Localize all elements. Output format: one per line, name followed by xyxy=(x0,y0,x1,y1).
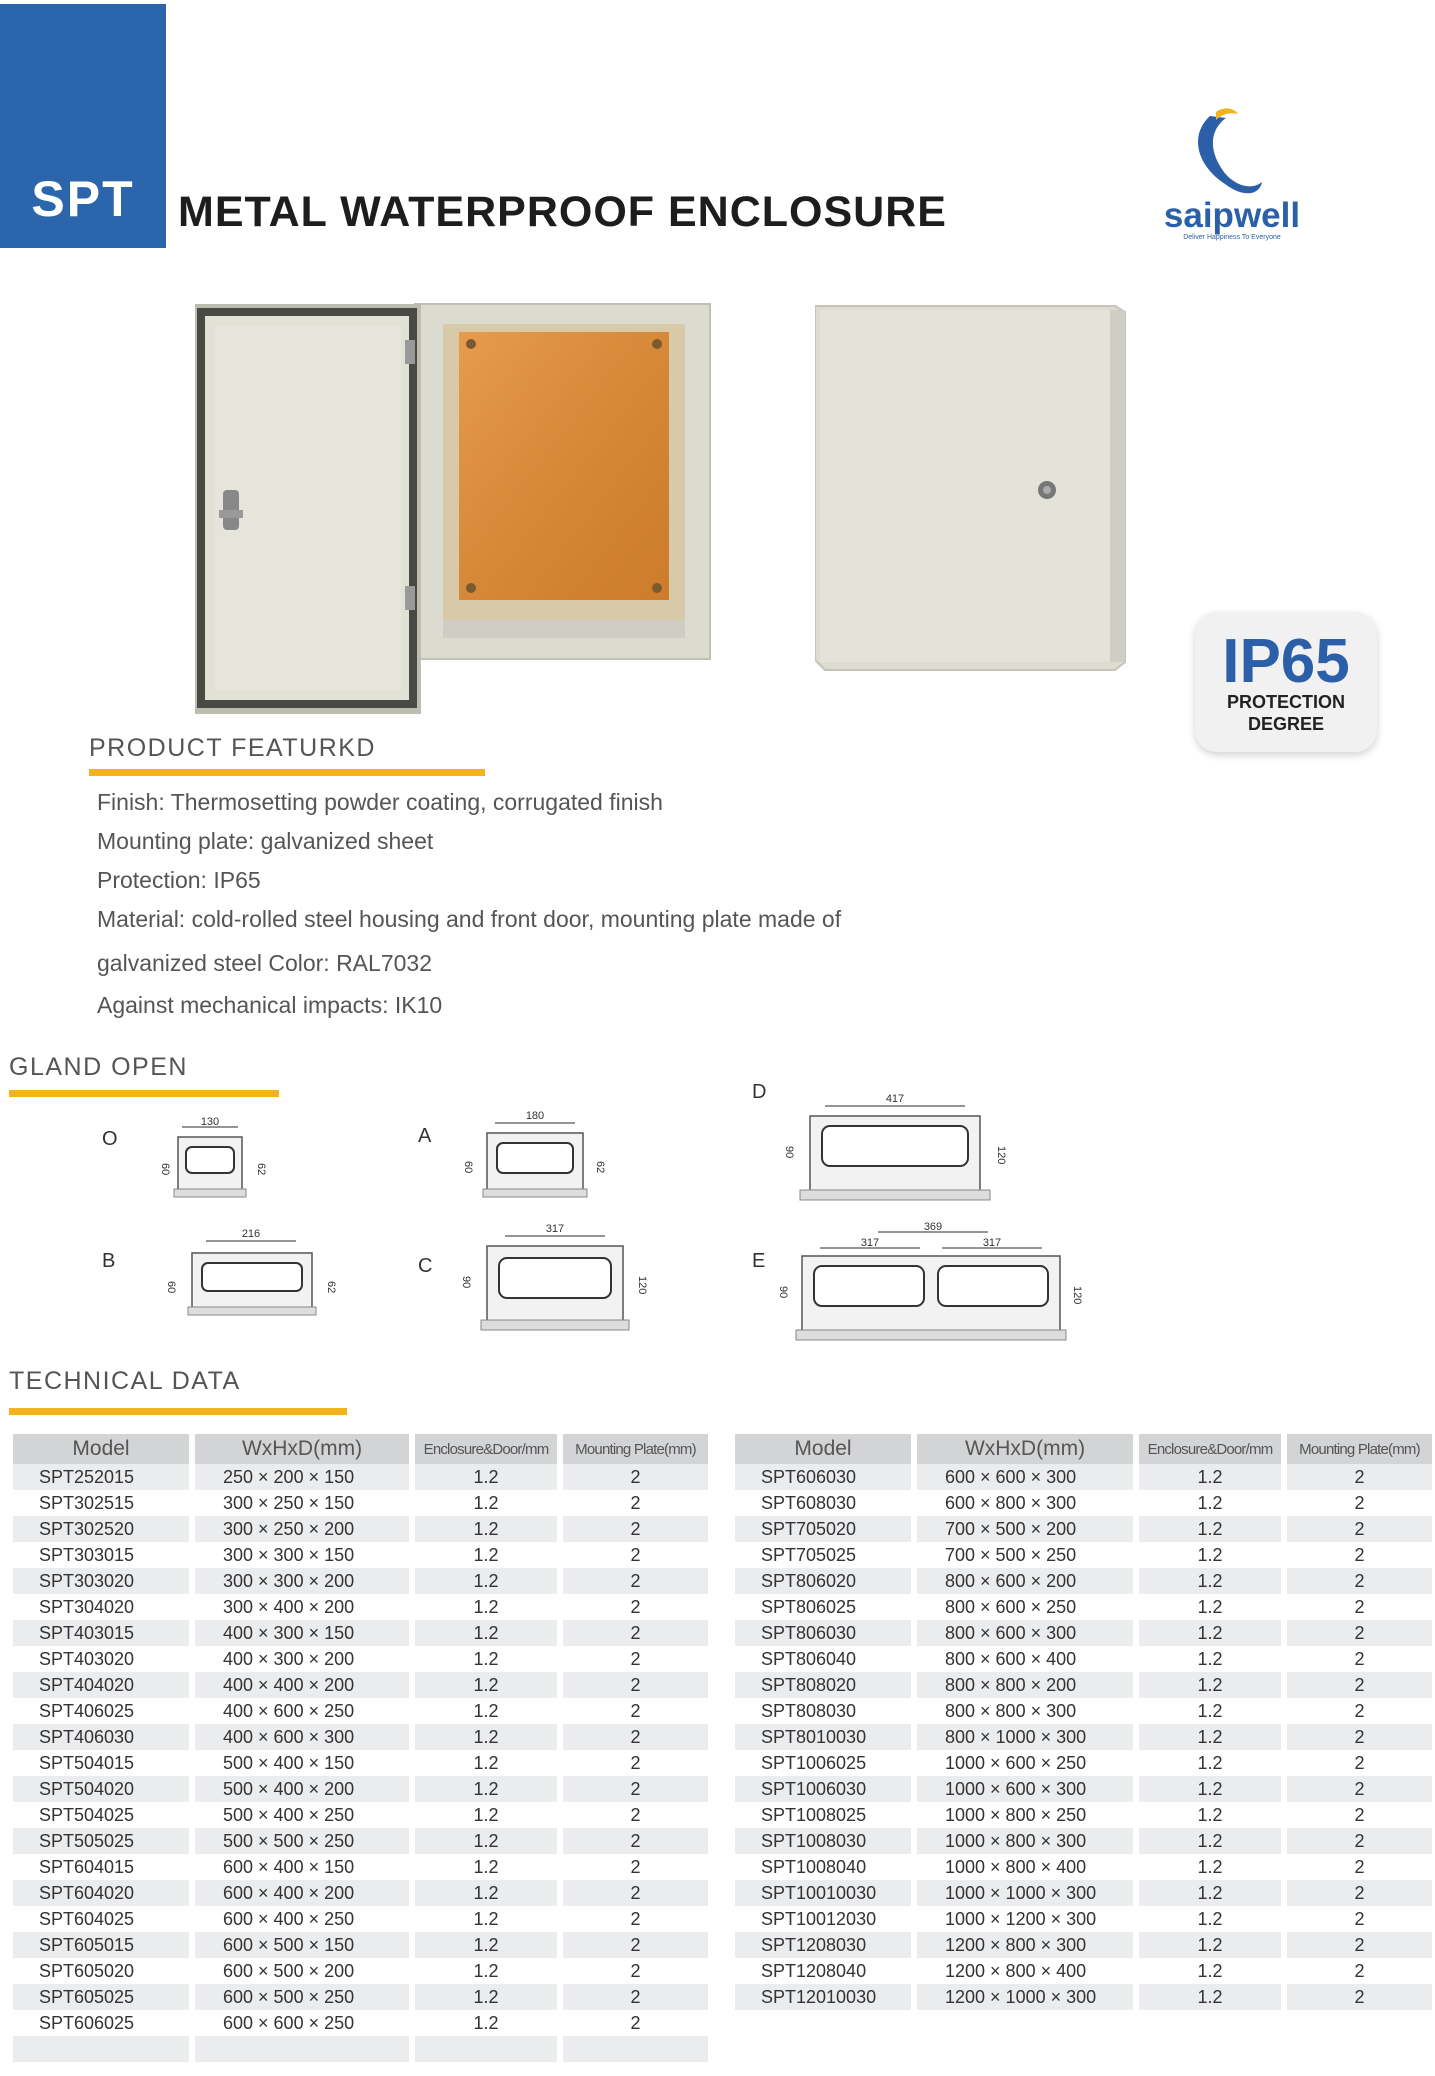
cell-plate-thickness: 2 xyxy=(563,1724,708,1750)
gland-open-heading: GLAND OPEN xyxy=(9,1053,188,1081)
ip-badge-line1: PROTECTION xyxy=(1226,692,1345,712)
enclosure-open-photo xyxy=(195,300,715,720)
cell-model: SPT605025 xyxy=(13,1984,195,2010)
cell-dimensions: 600 × 400 × 250 xyxy=(195,1906,415,1932)
cell-plate-thickness: 2 xyxy=(1287,1750,1432,1776)
cell-plate-thickness: 2 xyxy=(563,1906,708,1932)
spec-table-right xyxy=(735,1434,1432,2010)
cell-dimensions: 1000 × 600 × 300 xyxy=(917,1776,1139,1802)
cell-model: SPT303020 xyxy=(13,1568,195,1594)
table-row xyxy=(13,1854,708,1880)
gland-dim-e-span: 369 xyxy=(923,1221,943,1233)
cell-plate-thickness: 2 xyxy=(1287,1958,1432,1984)
cell-model: SPT806025 xyxy=(735,1594,917,1620)
table-row xyxy=(13,2036,708,2062)
gland-dim-d-right: 120 xyxy=(995,1146,1007,1165)
cell-dimensions: 1000 × 1000 × 300 xyxy=(917,1880,1139,1906)
gland-diagram-a xyxy=(445,1105,625,1205)
cell-plate-thickness: 2 xyxy=(563,2010,708,2036)
cell-dimensions: 300 × 250 × 200 xyxy=(195,1516,415,1542)
cell-model: SPT806020 xyxy=(735,1568,917,1594)
col-header-enclosure: Enclosure&Door/mm xyxy=(1139,1434,1287,1464)
cell-dimensions: 600 × 400 × 150 xyxy=(195,1854,415,1880)
cell-plate-thickness: 2 xyxy=(1287,1672,1432,1698)
gland-dim-o-right: 62 xyxy=(255,1163,267,1176)
cell-enclosure-thickness: 1.2 xyxy=(1139,1698,1287,1724)
cell-model xyxy=(13,2036,195,2062)
cell-model: SPT1208040 xyxy=(735,1958,917,1984)
cell-plate-thickness: 2 xyxy=(1287,1516,1432,1542)
gland-letter-o: O xyxy=(102,1128,118,1150)
gland-dim-o-width: 130 xyxy=(200,1116,220,1128)
cell-enclosure-thickness: 1.2 xyxy=(415,1932,563,1958)
table-row xyxy=(735,1906,1432,1932)
table-row xyxy=(735,1542,1432,1568)
cell-plate-thickness: 2 xyxy=(1287,1828,1432,1854)
cell-dimensions: 400 × 300 × 200 xyxy=(195,1646,415,1672)
cell-enclosure-thickness: 1.2 xyxy=(1139,1776,1287,1802)
cell-model: SPT504020 xyxy=(13,1776,195,1802)
cell-dimensions: 300 × 250 × 150 xyxy=(195,1490,415,1516)
cell-plate-thickness: 2 xyxy=(1287,1776,1432,1802)
gland-dim-o-left: 60 xyxy=(159,1163,171,1176)
brand-tagline: Deliver Happiness To Everyone xyxy=(1183,234,1281,241)
table-row xyxy=(13,1802,708,1828)
cell-enclosure-thickness: 1.2 xyxy=(1139,1542,1287,1568)
cell-dimensions: 1200 × 800 × 300 xyxy=(917,1932,1139,1958)
cell-dimensions: 250 × 200 × 150 xyxy=(195,1464,415,1490)
cell-dimensions: 1000 × 800 × 250 xyxy=(917,1802,1139,1828)
cell-plate-thickness: 2 xyxy=(563,1958,708,1984)
cell-model: SPT403020 xyxy=(13,1646,195,1672)
cell-dimensions: 800 × 800 × 300 xyxy=(917,1698,1139,1724)
cell-model: SPT12010030 xyxy=(735,1984,917,2010)
cell-enclosure-thickness: 1.2 xyxy=(1139,1724,1287,1750)
cell-model: SPT604025 xyxy=(13,1906,195,1932)
gland-dim-e-left-width: 317 xyxy=(860,1237,880,1249)
cell-plate-thickness: 2 xyxy=(1287,1490,1432,1516)
gland-diagram-d xyxy=(760,1090,1025,1215)
table-row xyxy=(735,1620,1432,1646)
cell-model: SPT604020 xyxy=(13,1880,195,1906)
table-row xyxy=(13,1490,708,1516)
table-row xyxy=(13,1958,708,1984)
cell-enclosure-thickness: 1.2 xyxy=(415,1542,563,1568)
table-row xyxy=(13,1906,708,1932)
cell-model: SPT606025 xyxy=(13,2010,195,2036)
cell-enclosure-thickness: 1.2 xyxy=(415,1516,563,1542)
gland-letter-d: D xyxy=(752,1081,767,1103)
table-row xyxy=(13,1984,708,2010)
table-row xyxy=(13,1620,708,1646)
cell-dimensions: 1000 × 600 × 250 xyxy=(917,1750,1139,1776)
cell-model: SPT406025 xyxy=(13,1698,195,1724)
gland-open-underline xyxy=(9,1090,279,1097)
table-row xyxy=(13,1776,708,1802)
gland-dim-b-width: 216 xyxy=(241,1228,261,1240)
gland-diagram-e xyxy=(760,1220,1090,1355)
cell-model: SPT302515 xyxy=(13,1490,195,1516)
table-row xyxy=(13,1542,708,1568)
cell-model: SPT808020 xyxy=(735,1672,917,1698)
cell-enclosure-thickness: 1.2 xyxy=(1139,1490,1287,1516)
cell-model: SPT705025 xyxy=(735,1542,917,1568)
cell-enclosure-thickness: 1.2 xyxy=(1139,1568,1287,1594)
cell-plate-thickness: 2 xyxy=(563,1672,708,1698)
cell-plate-thickness: 2 xyxy=(1287,1854,1432,1880)
feature-line: Mounting plate: galvanized sheet xyxy=(97,828,434,854)
spec-table-left xyxy=(13,1434,708,2062)
cell-dimensions: 800 × 600 × 200 xyxy=(917,1568,1139,1594)
table-row xyxy=(13,1516,708,1542)
table-row xyxy=(735,1802,1432,1828)
gland-letter-b: B xyxy=(102,1250,116,1272)
cell-model: SPT406030 xyxy=(13,1724,195,1750)
cell-plate-thickness: 2 xyxy=(563,1542,708,1568)
gland-dim-b-right: 62 xyxy=(325,1281,337,1294)
cell-plate-thickness: 2 xyxy=(563,1698,708,1724)
cell-plate-thickness: 2 xyxy=(563,1568,708,1594)
table-row xyxy=(735,1750,1432,1776)
cell-plate-thickness: 2 xyxy=(1287,1932,1432,1958)
feature-line: Against mechanical impacts: IK10 xyxy=(97,992,443,1018)
cell-model: SPT10010030 xyxy=(735,1880,917,1906)
gland-dim-e-right-width: 317 xyxy=(982,1237,1002,1249)
cell-enclosure-thickness: 1.2 xyxy=(415,1854,563,1880)
table-row xyxy=(735,1958,1432,1984)
cell-plate-thickness: 2 xyxy=(563,1984,708,2010)
table-header-row xyxy=(13,1434,708,1464)
cell-plate-thickness: 2 xyxy=(563,1594,708,1620)
table-row xyxy=(13,1568,708,1594)
cell-plate-thickness: 2 xyxy=(1287,1646,1432,1672)
cell-dimensions: 600 × 600 × 250 xyxy=(195,2010,415,2036)
cell-dimensions: 500 × 400 × 250 xyxy=(195,1802,415,1828)
cell-model: SPT302520 xyxy=(13,1516,195,1542)
table-row xyxy=(735,1776,1432,1802)
cell-model: SPT504015 xyxy=(13,1750,195,1776)
cell-plate-thickness: 2 xyxy=(563,1490,708,1516)
cell-enclosure-thickness: 1.2 xyxy=(1139,1854,1287,1880)
col-header-plate: Mounting Plate(mm) xyxy=(563,1434,708,1464)
cell-model: SPT808030 xyxy=(735,1698,917,1724)
cell-enclosure-thickness: 1.2 xyxy=(415,1594,563,1620)
cell-model: SPT604015 xyxy=(13,1854,195,1880)
cell-dimensions: 300 × 300 × 200 xyxy=(195,1568,415,1594)
gland-dim-a-right: 62 xyxy=(594,1161,606,1174)
cell-enclosure-thickness: 1.2 xyxy=(1139,1932,1287,1958)
enclosure-closed-photo xyxy=(815,300,1140,685)
cell-dimensions: 600 × 500 × 200 xyxy=(195,1958,415,1984)
table-row xyxy=(13,1724,708,1750)
col-header-dimensions: WxHxD(mm) xyxy=(917,1434,1139,1464)
cell-dimensions: 400 × 600 × 250 xyxy=(195,1698,415,1724)
gland-diagram-b xyxy=(150,1225,360,1325)
table-row xyxy=(13,1672,708,1698)
cell-plate-thickness: 2 xyxy=(1287,1880,1432,1906)
gland-dim-c-right: 120 xyxy=(636,1276,648,1295)
cell-enclosure-thickness: 1.2 xyxy=(415,1776,563,1802)
table-row xyxy=(13,1880,708,1906)
cell-dimensions: 800 × 1000 × 300 xyxy=(917,1724,1139,1750)
cell-enclosure-thickness: 1.2 xyxy=(1139,1828,1287,1854)
cell-plate-thickness: 2 xyxy=(1287,1464,1432,1490)
cell-model: SPT1006025 xyxy=(735,1750,917,1776)
features-underline xyxy=(89,769,485,776)
cell-dimensions: 400 × 300 × 150 xyxy=(195,1620,415,1646)
cell-model: SPT252015 xyxy=(13,1464,195,1490)
cell-dimensions: 1000 × 1200 × 300 xyxy=(917,1906,1139,1932)
cell-dimensions: 600 × 400 × 200 xyxy=(195,1880,415,1906)
col-header-model: Model xyxy=(13,1434,195,1464)
table-row xyxy=(13,1646,708,1672)
table-row xyxy=(735,1672,1432,1698)
table-row xyxy=(735,1464,1432,1490)
gland-dim-c-left: 90 xyxy=(460,1276,472,1289)
cell-dimensions: 500 × 400 × 200 xyxy=(195,1776,415,1802)
cell-model: SPT404020 xyxy=(13,1672,195,1698)
cell-plate-thickness: 2 xyxy=(1287,1984,1432,2010)
cell-enclosure-thickness: 1.2 xyxy=(415,1698,563,1724)
table-row xyxy=(735,1516,1432,1542)
cell-plate-thickness: 2 xyxy=(1287,1594,1432,1620)
gland-dim-a-width: 180 xyxy=(525,1110,545,1122)
table-header-row xyxy=(735,1434,1432,1464)
cell-plate-thickness: 2 xyxy=(1287,1698,1432,1724)
cell-plate-thickness: 2 xyxy=(563,1932,708,1958)
cell-model: SPT1008030 xyxy=(735,1828,917,1854)
cell-plate-thickness: 2 xyxy=(563,1750,708,1776)
cell-dimensions: 400 × 600 × 300 xyxy=(195,1724,415,1750)
cell-dimensions: 400 × 400 × 200 xyxy=(195,1672,415,1698)
cell-enclosure-thickness: 1.2 xyxy=(415,1568,563,1594)
cell-enclosure-thickness: 1.2 xyxy=(1139,1646,1287,1672)
cell-enclosure-thickness: 1.2 xyxy=(415,1672,563,1698)
cell-plate-thickness: 2 xyxy=(1287,1724,1432,1750)
cell-enclosure-thickness: 1.2 xyxy=(1139,1672,1287,1698)
cell-plate-thickness: 2 xyxy=(563,1880,708,1906)
gland-dim-e-left: 90 xyxy=(777,1286,789,1299)
cell-dimensions: 800 × 600 × 250 xyxy=(917,1594,1139,1620)
table-row xyxy=(735,1880,1432,1906)
cell-plate-thickness: 2 xyxy=(1287,1906,1432,1932)
gland-letter-c: C xyxy=(418,1255,433,1277)
cell-model: SPT806030 xyxy=(735,1620,917,1646)
cell-dimensions: 800 × 600 × 300 xyxy=(917,1620,1139,1646)
table-row xyxy=(735,1854,1432,1880)
page-title: METAL WATERPROOF ENCLOSURE xyxy=(178,188,947,236)
feature-line: Material: cold-rolled steel housing and front door, mounting plate made of xyxy=(97,906,842,932)
cell-model: SPT608030 xyxy=(735,1490,917,1516)
cell-dimensions: 600 × 800 × 300 xyxy=(917,1490,1139,1516)
ip-rating-badge xyxy=(1195,612,1377,752)
cell-enclosure-thickness: 1.2 xyxy=(1139,1464,1287,1490)
cell-plate-thickness: 2 xyxy=(563,1646,708,1672)
gland-dim-a-left: 60 xyxy=(462,1161,474,1174)
cell-enclosure-thickness: 1.2 xyxy=(415,1464,563,1490)
cell-model: SPT1008025 xyxy=(735,1802,917,1828)
cell-model: SPT505025 xyxy=(13,1828,195,1854)
cell-model: SPT303015 xyxy=(13,1542,195,1568)
table-row xyxy=(13,1698,708,1724)
feature-line: Protection: IP65 xyxy=(97,867,261,893)
table-row xyxy=(13,1594,708,1620)
brand-name: saipwell xyxy=(1163,196,1301,235)
cell-dimensions: 600 × 500 × 250 xyxy=(195,1984,415,2010)
cell-model: SPT605015 xyxy=(13,1932,195,1958)
cell-enclosure-thickness: 1.2 xyxy=(415,1958,563,1984)
cell-plate-thickness: 2 xyxy=(563,1828,708,1854)
cell-plate-thickness: 2 xyxy=(563,1776,708,1802)
cell-model: SPT1208030 xyxy=(735,1932,917,1958)
cell-enclosure-thickness: 1.2 xyxy=(415,1490,563,1516)
cell-enclosure-thickness: 1.2 xyxy=(415,1984,563,2010)
cell-enclosure-thickness xyxy=(415,2036,563,2062)
cell-dimensions: 500 × 400 × 150 xyxy=(195,1750,415,1776)
col-header-plate: Mounting Plate(mm) xyxy=(1287,1434,1432,1464)
cell-model: SPT1008040 xyxy=(735,1854,917,1880)
table-row xyxy=(735,1646,1432,1672)
cell-dimensions: 600 × 600 × 300 xyxy=(917,1464,1139,1490)
gland-letter-e: E xyxy=(752,1250,766,1272)
table-row xyxy=(13,1750,708,1776)
cell-dimensions: 1000 × 800 × 400 xyxy=(917,1854,1139,1880)
cell-dimensions: 500 × 500 × 250 xyxy=(195,1828,415,1854)
cell-enclosure-thickness: 1.2 xyxy=(415,1620,563,1646)
cell-enclosure-thickness: 1.2 xyxy=(1139,1620,1287,1646)
cell-enclosure-thickness: 1.2 xyxy=(1139,1958,1287,1984)
cell-plate-thickness: 2 xyxy=(1287,1802,1432,1828)
table-row xyxy=(735,1984,1432,2010)
cell-model: SPT304020 xyxy=(13,1594,195,1620)
cell-model: SPT806040 xyxy=(735,1646,917,1672)
table-row xyxy=(735,1724,1432,1750)
cell-plate-thickness: 2 xyxy=(563,1854,708,1880)
table-row xyxy=(13,1932,708,1958)
cell-model: SPT8010030 xyxy=(735,1724,917,1750)
table-row xyxy=(735,1698,1432,1724)
series-code: SPT xyxy=(31,171,135,227)
gland-letter-a: A xyxy=(418,1125,432,1147)
table-row xyxy=(735,1932,1432,1958)
cell-model: SPT403015 xyxy=(13,1620,195,1646)
cell-enclosure-thickness: 1.2 xyxy=(1139,1802,1287,1828)
cell-enclosure-thickness: 1.2 xyxy=(415,1880,563,1906)
gland-dim-e-right: 120 xyxy=(1071,1286,1083,1305)
cell-dimensions: 1000 × 800 × 300 xyxy=(917,1828,1139,1854)
gland-dim-c-width: 317 xyxy=(545,1223,565,1235)
cell-dimensions: 1200 × 800 × 400 xyxy=(917,1958,1139,1984)
table-row xyxy=(735,1828,1432,1854)
cell-dimensions: 1200 × 1000 × 300 xyxy=(917,1984,1139,2010)
cell-dimensions: 800 × 600 × 400 xyxy=(917,1646,1139,1672)
cell-dimensions: 800 × 800 × 200 xyxy=(917,1672,1139,1698)
cell-enclosure-thickness: 1.2 xyxy=(415,1828,563,1854)
cell-plate-thickness: 2 xyxy=(1287,1568,1432,1594)
table-row xyxy=(735,1490,1432,1516)
col-header-enclosure: Enclosure&Door/mm xyxy=(415,1434,563,1464)
gland-dim-d-left: 90 xyxy=(783,1146,795,1159)
col-header-model: Model xyxy=(735,1434,917,1464)
cell-model: SPT1006030 xyxy=(735,1776,917,1802)
cell-dimensions: 300 × 300 × 150 xyxy=(195,1542,415,1568)
features-heading: PRODUCT FEATURKD xyxy=(89,734,376,762)
feature-line: galvanized steel Color: RAL7032 xyxy=(97,950,432,976)
cell-dimensions: 300 × 400 × 200 xyxy=(195,1594,415,1620)
table-row xyxy=(735,1594,1432,1620)
cell-enclosure-thickness: 1.2 xyxy=(1139,1750,1287,1776)
cell-plate-thickness xyxy=(563,2036,708,2062)
col-header-dimensions: WxHxD(mm) xyxy=(195,1434,415,1464)
cell-plate-thickness: 2 xyxy=(563,1802,708,1828)
cell-dimensions: 600 × 500 × 150 xyxy=(195,1932,415,1958)
cell-model: SPT504025 xyxy=(13,1802,195,1828)
cell-plate-thickness: 2 xyxy=(563,1464,708,1490)
technical-data-underline xyxy=(9,1408,347,1415)
cell-model: SPT10012030 xyxy=(735,1906,917,1932)
cell-enclosure-thickness: 1.2 xyxy=(1139,1906,1287,1932)
ip-rating: IP65 xyxy=(1222,627,1350,696)
technical-data-heading: TECHNICAL DATA xyxy=(9,1367,241,1395)
cell-dimensions: 700 × 500 × 250 xyxy=(917,1542,1139,1568)
cell-plate-thickness: 2 xyxy=(563,1620,708,1646)
table-row xyxy=(13,1828,708,1854)
cell-model: SPT606030 xyxy=(735,1464,917,1490)
cell-enclosure-thickness: 1.2 xyxy=(1139,1984,1287,2010)
ip-badge-line2: DEGREE xyxy=(1247,714,1325,734)
cell-enclosure-thickness: 1.2 xyxy=(415,1646,563,1672)
cell-plate-thickness: 2 xyxy=(1287,1542,1432,1568)
cell-enclosure-thickness: 1.2 xyxy=(415,1724,563,1750)
gland-diagram-o xyxy=(150,1115,300,1205)
feature-line: Finish: Thermosetting powder coating, corrugated finish xyxy=(97,789,663,815)
cell-enclosure-thickness: 1.2 xyxy=(415,1750,563,1776)
cell-enclosure-thickness: 1.2 xyxy=(415,2010,563,2036)
gland-dim-d-width: 417 xyxy=(885,1093,905,1105)
cell-enclosure-thickness: 1.2 xyxy=(415,1906,563,1932)
cell-enclosure-thickness: 1.2 xyxy=(415,1802,563,1828)
gland-diagram-c xyxy=(445,1220,665,1340)
cell-enclosure-thickness: 1.2 xyxy=(1139,1880,1287,1906)
table-row xyxy=(13,1464,708,1490)
cell-dimensions xyxy=(195,2036,415,2062)
table-row xyxy=(13,2010,708,2036)
cell-plate-thickness: 2 xyxy=(1287,1620,1432,1646)
cell-model: SPT605020 xyxy=(13,1958,195,1984)
cell-plate-thickness: 2 xyxy=(563,1516,708,1542)
cell-model: SPT705020 xyxy=(735,1516,917,1542)
table-row xyxy=(735,1568,1432,1594)
cell-dimensions: 700 × 500 × 200 xyxy=(917,1516,1139,1542)
cell-enclosure-thickness: 1.2 xyxy=(1139,1594,1287,1620)
gland-dim-b-left: 60 xyxy=(165,1281,177,1294)
cell-enclosure-thickness: 1.2 xyxy=(1139,1516,1287,1542)
